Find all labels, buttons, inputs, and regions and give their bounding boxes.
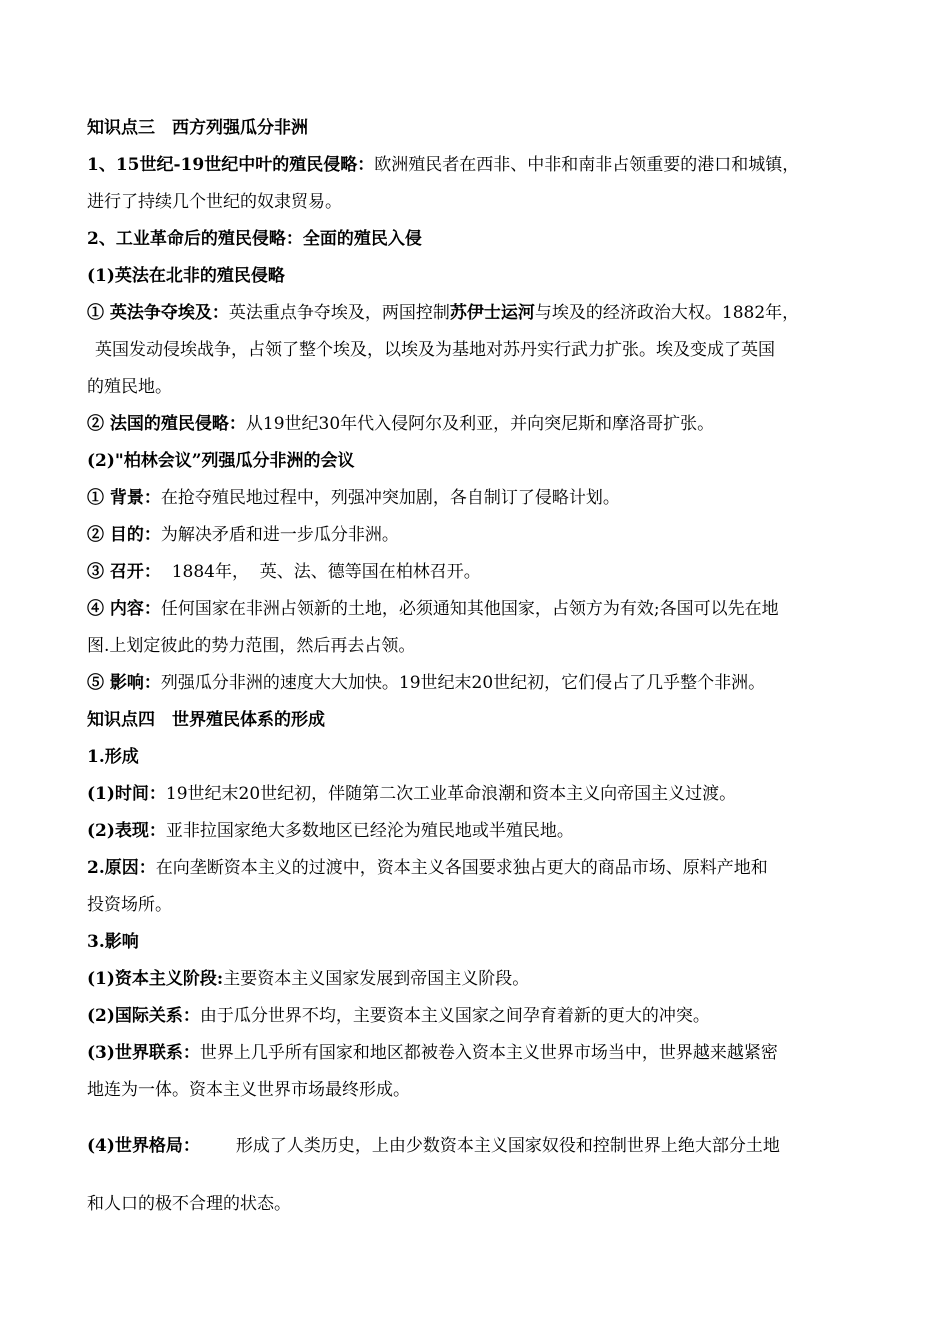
formation-show-text: 亚非拉国家绝大多数地区已经沦为殖民地或半殖民地。 bbox=[165, 821, 574, 841]
formation-time-heading: (1)时间： bbox=[87, 784, 166, 804]
berlin-item bbox=[87, 480, 877, 517]
impact-world-connection bbox=[87, 1035, 877, 1072]
item-1-line-2: 英国发动侵埃战争，占领了整个埃及，以埃及为基地对苏丹实行武力扩张。埃及变成了英国 bbox=[95, 340, 775, 360]
berlin-item bbox=[87, 517, 877, 554]
cause-heading: 2.原因： bbox=[87, 858, 156, 878]
formation-time bbox=[87, 776, 877, 813]
impact-3-text: 世界上几乎所有国家和地区都被卷入资本主义世界市场当中，世界越来越紧密 bbox=[199, 1043, 778, 1063]
berlin-item-text: 列强瓜分非洲的速度大大加快。19世纪末20世纪初，它们侵占了几乎整个非洲。 bbox=[160, 673, 766, 693]
cause bbox=[87, 850, 877, 887]
paragraph-1 bbox=[87, 147, 877, 184]
paragraph-1-text: 欧洲殖民者在西非、中非和南非占领重要的港口和城镇， bbox=[374, 155, 800, 175]
section4-title: 知识点四 世界殖民体系的形成 bbox=[87, 710, 325, 730]
impact-1-text: 主要资本主义国家发展到帝国主义阶段。 bbox=[223, 969, 530, 989]
item-1-text-a: 英法重点争夺埃及，两国控制 bbox=[228, 303, 450, 323]
berlin-item-heading: ④ 内容： bbox=[87, 599, 161, 619]
item-1-text-b: 与埃及的经济政治大权。1882年， bbox=[534, 303, 800, 323]
paragraph-2-heading: 2、工业革命后的殖民侵略：全面的殖民入侵 bbox=[87, 229, 422, 249]
berlin-item-continued bbox=[87, 628, 877, 665]
berlin-item-text: 在抢夺殖民地过程中，列强冲突加剧，各自制订了侵略计划。 bbox=[160, 488, 620, 508]
cause-continued: 投资场所。 bbox=[87, 895, 172, 915]
berlin-item-text: 1884年， 英、法、德等国在柏林召开。 bbox=[160, 562, 481, 582]
impact-capitalism-stage bbox=[87, 961, 877, 998]
berlin-item bbox=[87, 665, 877, 702]
cause-text: 在向垄断资本主义的过渡中，资本主义各国要求独占更大的商品市场、原料产地和 bbox=[155, 858, 768, 878]
item-france-colonial bbox=[87, 406, 877, 443]
berlin-item-heading: ① 背景： bbox=[87, 488, 161, 508]
impact-4-heading: (4)世界格局： bbox=[87, 1136, 200, 1156]
berlin-item-text: 任何国家在非洲占领新的土地，必须通知其他国家，占领方为有效;各国可以先在地 bbox=[160, 599, 779, 619]
berlin-item-heading: ② 目的： bbox=[87, 525, 161, 545]
impact-1-heading: (1)资本主义阶段: bbox=[87, 969, 224, 989]
berlin-item-text: 图.上划定彼此的势力范围，然后再去占领。 bbox=[87, 636, 416, 656]
impact-world-pattern bbox=[87, 1121, 877, 1171]
subheading-2-2: (2)"柏林会议”列强瓜分非洲的会议 bbox=[87, 451, 355, 471]
item-1-line-3: 的殖民地。 bbox=[87, 377, 172, 397]
impact-3-heading: (3)世界联系： bbox=[87, 1043, 200, 1063]
impact-2-heading: (2)国际关系： bbox=[87, 1006, 200, 1026]
impact-2-text: 由于瓜分世界不均，主要资本主义国家之间孕育着新的更大的冲突。 bbox=[199, 1006, 710, 1026]
berlin-item bbox=[87, 554, 877, 591]
berlin-item-text: 为解决矛盾和进一步瓜分非洲。 bbox=[160, 525, 399, 545]
formation-heading: 1.形成 bbox=[87, 747, 139, 767]
impact-international bbox=[87, 998, 877, 1035]
suez-canal-emphasis: 苏伊士运河 bbox=[449, 303, 535, 323]
subheading-2-1: (1)英法在北非的殖民侵略 bbox=[87, 266, 285, 286]
berlin-item-heading: ⑤ 影响： bbox=[87, 673, 161, 693]
formation-show bbox=[87, 813, 877, 850]
item-1-heading: ① 英法争夺埃及： bbox=[87, 303, 229, 323]
impact-4-text: 形成了人类历史，上由少数资本主义国家奴役和控制世界上绝大部分土地 bbox=[235, 1136, 780, 1156]
paragraph-1-heading: 1、15世纪-19世纪中叶的殖民侵略： bbox=[87, 155, 375, 175]
paragraph-1-continued: 进行了持续几个世纪的奴隶贸易。 bbox=[87, 192, 342, 212]
impact-heading: 3.影响 bbox=[87, 932, 139, 952]
item-britain-france-egypt bbox=[87, 295, 877, 332]
formation-show-heading: (2)表现： bbox=[87, 821, 166, 841]
berlin-item bbox=[87, 591, 877, 628]
formation-time-text: 19世纪末20世纪初，伴随第二次工业革命浪潮和资本主义向帝国主义过渡。 bbox=[165, 784, 737, 804]
document-page bbox=[87, 110, 877, 1229]
section3-title: 知识点三 西方列强瓜分非洲 bbox=[87, 118, 308, 138]
impact-3-continued: 地连为一体。资本主义世界市场最终形成。 bbox=[87, 1080, 410, 1100]
item-2-text: 从19世纪30年代入侵阿尔及利亚，并向突尼斯和摩洛哥扩张。 bbox=[245, 414, 715, 434]
berlin-item-heading: ③ 召开： bbox=[87, 562, 161, 582]
item-2-heading: ② 法国的殖民侵略： bbox=[87, 414, 246, 434]
impact-4-continued: 和人口的极不合理的状态。 bbox=[87, 1194, 291, 1214]
